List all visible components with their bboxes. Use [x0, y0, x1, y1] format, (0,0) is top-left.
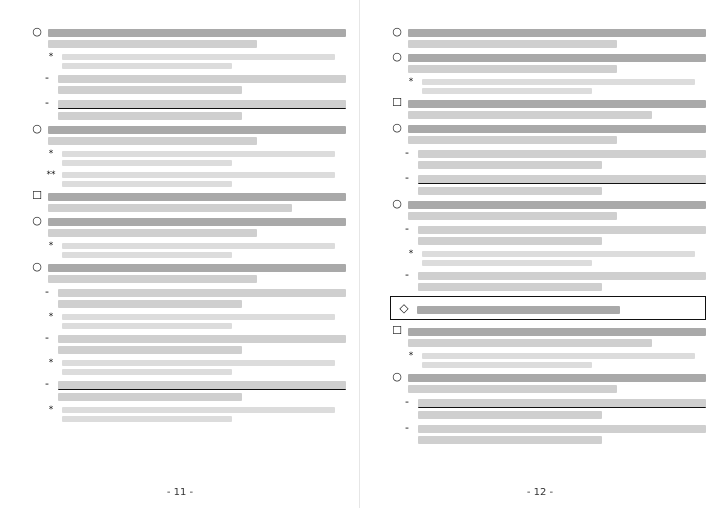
- bullet-marker: ○: [392, 370, 402, 383]
- bullet-item: [390, 122, 706, 144]
- section-heading: [390, 296, 706, 320]
- bullet-item: [30, 215, 346, 237]
- note-item: [30, 404, 346, 422]
- page-content: [390, 26, 706, 474]
- item-text: [48, 215, 346, 237]
- item-text: [408, 325, 706, 347]
- note-marker: *: [48, 149, 54, 159]
- item-text: [48, 123, 346, 145]
- text-line: [58, 300, 242, 308]
- text-line: [408, 54, 706, 62]
- note-item: [30, 169, 346, 187]
- text-line: [48, 204, 292, 212]
- note-marker: *: [48, 52, 54, 62]
- text-line: [422, 88, 592, 94]
- text-line: [58, 393, 242, 401]
- text-line: [418, 411, 602, 419]
- item-text: [62, 148, 346, 166]
- text-line: [408, 385, 617, 393]
- text-line: [408, 212, 617, 220]
- item-text: [62, 240, 346, 258]
- item-text: [58, 332, 346, 354]
- text-line: [422, 362, 592, 368]
- text-line: [62, 63, 232, 69]
- bullet-item: [390, 371, 706, 393]
- text-line: [408, 136, 617, 144]
- text-line: [58, 335, 346, 343]
- dash-item: [390, 172, 706, 195]
- text-line: [62, 323, 232, 329]
- note-marker: *: [48, 241, 54, 251]
- item-text: [58, 286, 346, 308]
- item-text: [418, 396, 706, 419]
- item-text: [62, 169, 346, 187]
- note-marker: **: [46, 170, 56, 180]
- text-line: [58, 112, 242, 120]
- dash-item: [30, 72, 346, 94]
- note-item: [30, 311, 346, 329]
- text-line: [422, 79, 695, 85]
- text-line: [418, 175, 706, 184]
- item-text: [48, 26, 346, 48]
- text-line: [418, 425, 706, 433]
- text-line: [62, 314, 335, 320]
- item-text: [422, 350, 706, 368]
- bullet-marker: ○: [32, 214, 42, 227]
- item-text: [62, 311, 346, 329]
- item-text: [48, 190, 346, 212]
- box-item: [30, 190, 346, 212]
- text-line: [408, 125, 706, 133]
- text-line: [422, 251, 695, 257]
- bullet-item: [30, 26, 346, 48]
- text-line: [62, 181, 232, 187]
- dash-item: [30, 378, 346, 401]
- text-line: [417, 306, 620, 314]
- text-line: [62, 172, 335, 178]
- note-item: [30, 148, 346, 166]
- item-text: [422, 248, 706, 266]
- dash-item: [30, 286, 346, 308]
- item-text: [418, 422, 706, 444]
- text-line: [408, 201, 706, 209]
- dash-marker: -: [405, 171, 409, 184]
- note-marker: *: [408, 249, 414, 259]
- section-marker: ◇: [399, 301, 409, 315]
- text-line: [48, 40, 257, 48]
- dash-item: [390, 396, 706, 419]
- text-line: [62, 252, 232, 258]
- item-text: [408, 122, 706, 144]
- bullet-item: [390, 26, 706, 48]
- checkbox-marker: ☐: [392, 96, 402, 109]
- page-number: - 12 -: [526, 487, 554, 498]
- text-line: [48, 137, 257, 145]
- text-line: [62, 160, 232, 166]
- text-line: [62, 54, 335, 60]
- text-line: [58, 346, 242, 354]
- page-content: [30, 26, 346, 474]
- dash-item: [390, 223, 706, 245]
- text-line: [418, 187, 602, 195]
- text-line: [418, 399, 706, 408]
- text-line: [418, 283, 602, 291]
- bullet-item: [390, 51, 706, 73]
- note-marker: *: [408, 351, 414, 361]
- item-text: [418, 172, 706, 195]
- note-item: [30, 357, 346, 375]
- note-marker: *: [48, 358, 54, 368]
- note-marker: *: [48, 405, 54, 415]
- item-text: [408, 97, 706, 119]
- text-line: [408, 339, 652, 347]
- dash-marker: -: [45, 331, 49, 344]
- text-line: [408, 100, 706, 108]
- text-line: [408, 328, 706, 336]
- bullet-item: [390, 198, 706, 220]
- note-item: [30, 51, 346, 69]
- text-line: [408, 40, 617, 48]
- checkbox-marker: ☐: [392, 324, 402, 337]
- bullet-marker: ○: [32, 26, 42, 38]
- dash-marker: -: [405, 421, 409, 434]
- box-item: [390, 97, 706, 119]
- page-number: - 11 -: [166, 487, 194, 498]
- text-line: [408, 65, 617, 73]
- item-text: [408, 26, 706, 48]
- text-line: [62, 407, 335, 413]
- item-text: [417, 303, 699, 314]
- item-text: [418, 147, 706, 169]
- item-text: [418, 223, 706, 245]
- text-line: [418, 272, 706, 280]
- item-text: [408, 371, 706, 393]
- note-item: [30, 240, 346, 258]
- dash-marker: -: [405, 222, 409, 235]
- item-text: [408, 51, 706, 73]
- dash-item: [30, 97, 346, 120]
- item-text: [62, 51, 346, 69]
- text-line: [62, 369, 232, 375]
- dash-item: [390, 269, 706, 291]
- note-marker: *: [48, 312, 54, 322]
- text-line: [408, 374, 706, 382]
- text-line: [58, 75, 346, 83]
- bullet-marker: ○: [32, 122, 42, 135]
- bullet-marker: ○: [392, 121, 402, 134]
- text-line: [62, 416, 232, 422]
- text-line: [408, 29, 706, 37]
- text-line: [418, 237, 602, 245]
- text-line: [422, 353, 695, 359]
- bullet-item: [30, 123, 346, 145]
- text-line: [418, 161, 602, 169]
- text-line: [48, 229, 257, 237]
- text-line: [48, 218, 346, 226]
- dash-item: [390, 147, 706, 169]
- bullet-item: [30, 261, 346, 283]
- text-line: [418, 150, 706, 158]
- text-line: [48, 29, 346, 37]
- document-page-right: [360, 0, 720, 508]
- text-line: [58, 100, 346, 109]
- item-text: [62, 357, 346, 375]
- text-line: [62, 151, 335, 157]
- note-marker: *: [408, 77, 414, 87]
- item-text: [58, 72, 346, 94]
- dash-marker: -: [45, 96, 49, 109]
- note-item: [390, 248, 706, 266]
- item-text: [48, 261, 346, 283]
- page-divider: [359, 0, 360, 508]
- text-line: [48, 264, 346, 272]
- dash-marker: -: [405, 395, 409, 408]
- dash-marker: -: [405, 268, 409, 281]
- bullet-marker: ○: [392, 197, 402, 210]
- text-line: [418, 226, 706, 234]
- text-line: [422, 260, 592, 266]
- dash-marker: -: [45, 377, 49, 390]
- text-line: [58, 289, 346, 297]
- item-text: [418, 269, 706, 291]
- text-line: [48, 275, 257, 283]
- text-line: [48, 126, 346, 134]
- text-line: [62, 360, 335, 366]
- item-text: [58, 378, 346, 401]
- note-item: [390, 76, 706, 94]
- text-line: [48, 193, 346, 201]
- text-line: [58, 381, 346, 390]
- text-line: [408, 111, 652, 119]
- checkbox-marker: ☐: [32, 189, 42, 202]
- dash-marker: -: [45, 285, 49, 298]
- note-item: [390, 350, 706, 368]
- dash-marker: -: [45, 71, 49, 84]
- dash-item: [390, 422, 706, 444]
- item-text: [62, 404, 346, 422]
- dash-marker: -: [405, 146, 409, 159]
- text-line: [62, 243, 335, 249]
- item-text: [58, 97, 346, 120]
- bullet-marker: ○: [392, 26, 402, 38]
- item-text: [422, 76, 706, 94]
- box-item: [390, 325, 706, 347]
- text-line: [418, 436, 602, 444]
- bullet-marker: ○: [32, 260, 42, 273]
- item-text: [408, 198, 706, 220]
- text-line: [58, 86, 242, 94]
- dash-item: [30, 332, 346, 354]
- bullet-marker: ○: [392, 50, 402, 63]
